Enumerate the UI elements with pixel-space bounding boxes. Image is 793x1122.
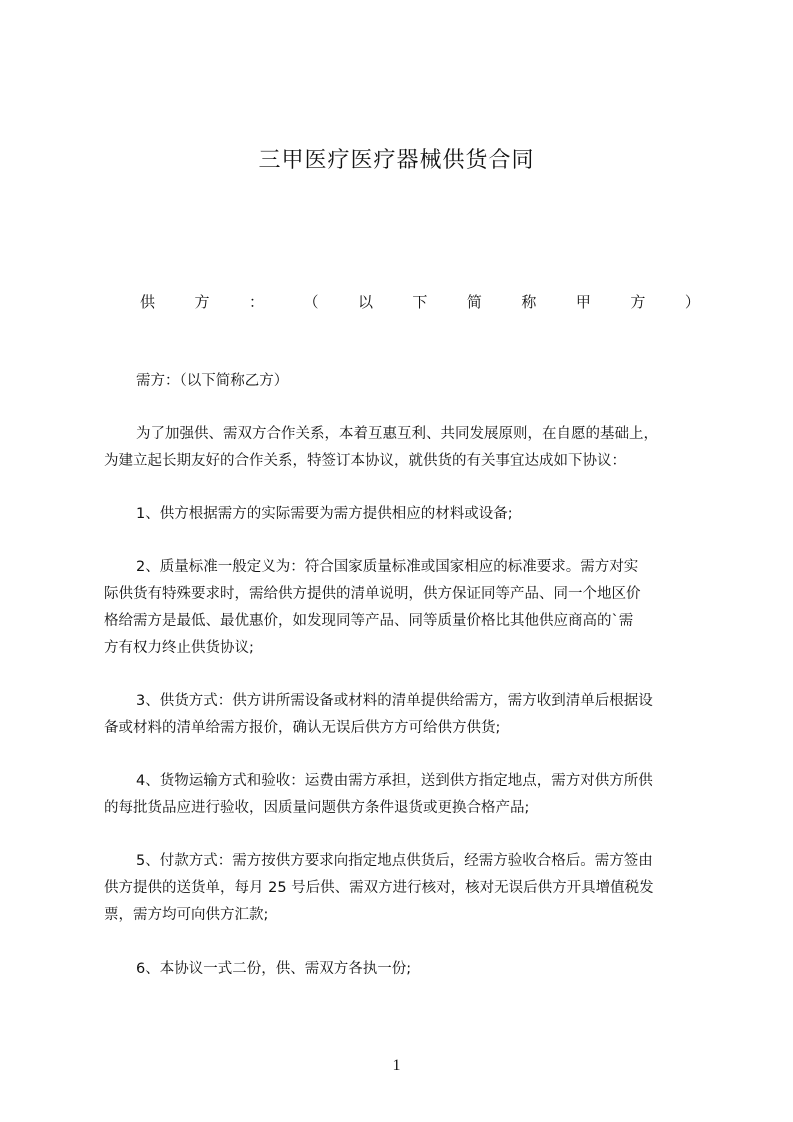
clause-3-line-2: 备或材料的清单给需方报价，确认无误后供方方可给供方供货; [104, 720, 501, 736]
clause-3-line-1: 3、供货方式：供方讲所需设备或材料的清单提供给需方，需方收到清单后根据设 [136, 693, 653, 709]
clause-6-line-1: 6、本协议一式二份，供、需双方各执一份; [136, 961, 412, 977]
buyer-line: 需方：（以下简称乙方） [136, 373, 289, 389]
clause-2-line-4: 方有权力终止供货协议; [104, 640, 254, 656]
page-number: 1 [392, 1057, 401, 1074]
supplier-line [140, 291, 700, 312]
clause-4-line-2: 的每批货品应进行验收，因质量问题供方条件退货或更换合格产品; [104, 800, 530, 816]
clause-5-line-2: 供方提供的送货单，每月 25 号后供、需双方进行核对，核对无误后供方开具增值税发 [104, 880, 654, 896]
supplier-char: 下 [412, 293, 428, 311]
document-title: 三甲医疗医疗器械供货合同 [258, 148, 535, 173]
clause-5-line-3: 票，需方均可向供方汇款; [104, 907, 269, 923]
supplier-char: 供 [140, 293, 156, 311]
supplier-char: ） [684, 293, 700, 311]
clause-2-line-2: 际供货有特殊要求时，需给供方提供的清单说明，供方保证同等产品、同一个地区价 [104, 586, 641, 602]
clause-2-line-3: 格给需方是最低、最优惠价，如发现同等产品、同等质量价格比其他供应商高的`需 [104, 613, 634, 629]
clause-5-line-1: 5、付款方式：需方按供方要求向指定地点供货后，经需方验收合格后。需方签由 [136, 853, 653, 869]
intro-line-2: 为建立起长期友好的合作关系，特签订本协议，就供货的有关事宜达成如下协议： [104, 453, 626, 469]
supplier-char: ： [248, 293, 264, 311]
supplier-char: 称 [521, 293, 537, 311]
supplier-char: 以 [357, 293, 373, 311]
supplier-char: 方 [194, 293, 210, 311]
intro-line-1: 为了加强供、需双方合作关系，本着互惠互利、共同发展原则，在自愿的基础上， [136, 426, 658, 442]
supplier-char: （ [303, 293, 319, 311]
clause-2-line-1: 2、质量标准一般定义为：符合国家质量标准或国家相应的标准要求。需方对实 [136, 559, 639, 575]
supplier-char: 方 [630, 293, 646, 311]
clause-1-line-1: 1、供方根据需方的实际需要为需方提供相应的材料或设备; [136, 506, 513, 522]
clause-4-line-1: 4、货物运输方式和验收：运费由需方承担，送到供方指定地点，需方对供方所供 [136, 773, 653, 789]
supplier-char: 简 [466, 293, 482, 311]
supplier-char: 甲 [575, 293, 591, 311]
